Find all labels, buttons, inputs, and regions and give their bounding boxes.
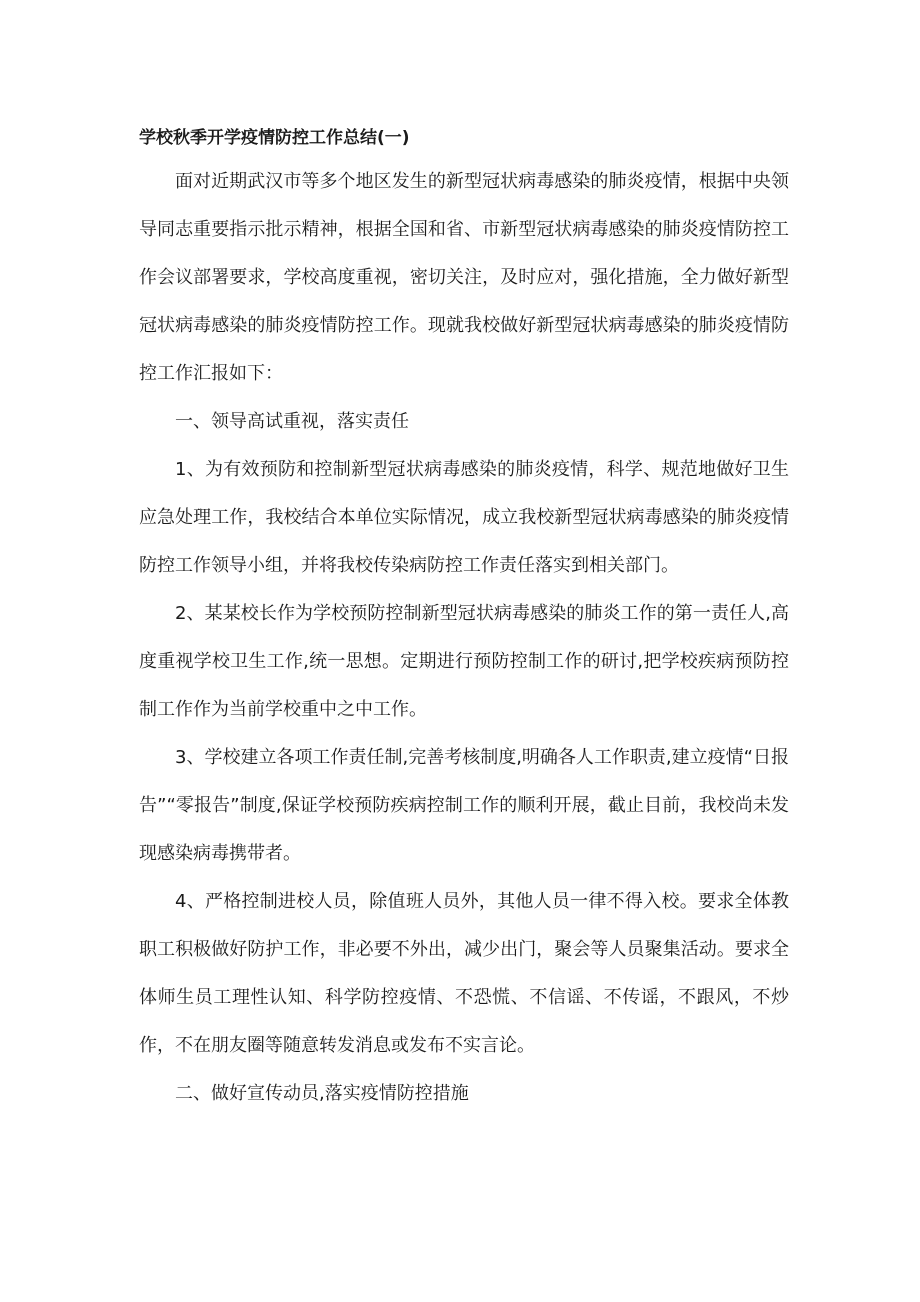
document-title: 学校秋季开学疫情防控工作总结(一) [139,128,410,148]
section-heading-2: 二、做好宣传动员,落实疫情防控措施 [175,1083,469,1104]
list-item-2: 2、某某校长作为学校预防控制新型冠状病毒感染的肺炎工作的第一责任人,高度重视学校卫生工作,统一思想。定期进行预防控制工作的研讨,把学校疾病预防控制工作作为当前学校重中之中工作。 [139,603,789,720]
list-item-1: 1、为有效预防和控制新型冠状病毒感染的肺炎疫情，科学、规范地做好卫生应急处理工作，我校结合本单位实际情况，成立我校新型冠状病毒感染的肺炎疫情防控工作领导小组，并将我校传染病防控工作责任落实到相关部门。 [139,459,789,576]
list-item-3: 3、学校建立各项工作责任制,完善考核制度,明确各人工作职责,建立疫情“日报告”“零报告”制度,保证学校预防疾病控制工作的顺利开展，截止目前，我校尚未发现感染病毒携带者。 [139,747,789,864]
document-body [139,118,789,1118]
intro-paragraph: 面对近期武汉市等多个地区发生的新型冠状病毒感染的肺炎疫情，根据中央领导同志重要指示批示精神，根据全国和省、市新型冠状病毒感染的肺炎疫情防控工作会议部署要求，学校高度重视，密切关注，及时应对，强化措施，全力做好新型冠状病毒感染的肺炎疫情防控工作。现就我校做好新型冠状病毒感染的肺炎疫情防控工作汇报如下： [139,171,789,384]
list-item-4: 4、严格控制进校人员，除值班人员外，其他人员一律不得入校。要求全体教职工积极做好防护工作，非必要不外出，减少出门，聚会等人员聚集活动。要求全体师生员工理性认知、科学防控疫情、不恐慌、不信谣、不传谣，不跟风，不炒作，不在朋友圈等随意转发消息或发布不实言论。 [139,891,789,1056]
section-heading-1: 一、领导高试重视，落实责任 [175,411,409,432]
